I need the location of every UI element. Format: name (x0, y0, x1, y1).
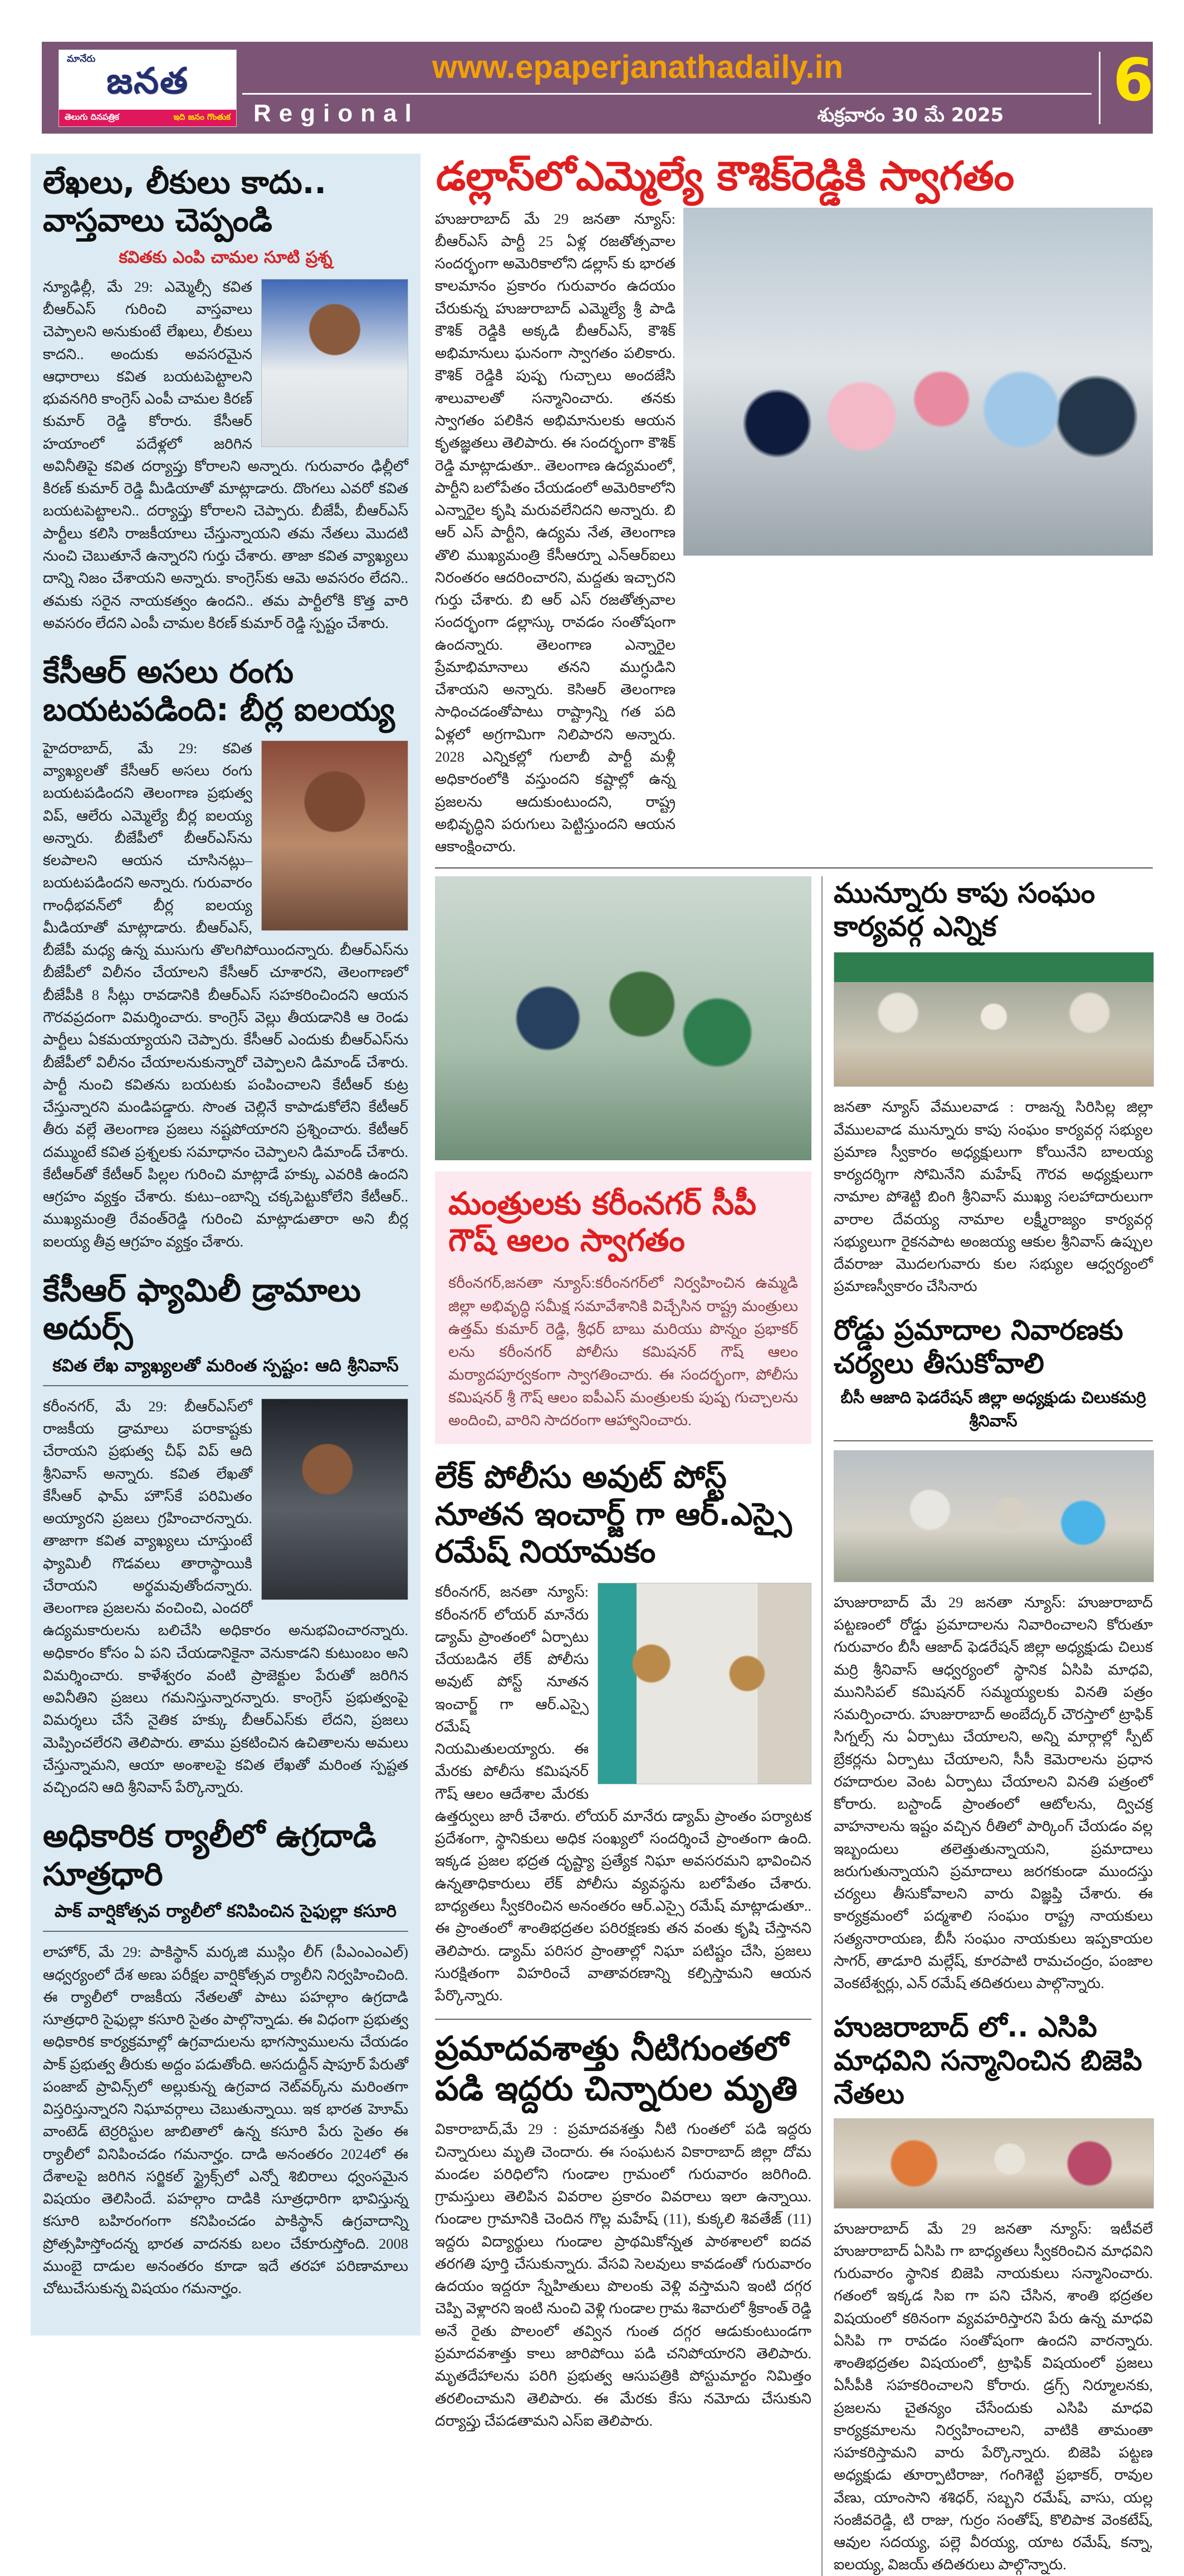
logo-small-text: మానేరు (67, 53, 96, 65)
article-children-drowned (435, 2029, 811, 2432)
article-headline: కేసీఆర్ ఫ్యామిలీ డ్రామాలు అదుర్స్ (43, 1272, 361, 1347)
article-kicker: బీసీ ఆజాది ఫెడరేషన్ జిల్లా అధ్యక్షుడు చిలుకమర్రి శ్రీనివాస్ (840, 1387, 1146, 1430)
right-column (821, 876, 1153, 2575)
issue-date: శుక్రవారం 30 మే 2025 (817, 104, 1004, 126)
page-content (31, 154, 1153, 2576)
section-label: Regional (253, 100, 419, 127)
article-headline: హుజరాబాద్ లో.. ఎసిపి మాధవిని సన్మానించిన బిజెపి నేతలు (834, 2010, 1142, 2110)
article-terror-rally (43, 1817, 408, 2299)
article-body: హుజురాబాద్ మే 29 జనతా న్యూస్: ఇటీవలే హుజురాబాద్ ఏసిపి గా బాధ్యతలు స్వీకరించిన మాధవిని గురువారం స్థానిక బిజెపి నాయకులు సన్మానించారు. గతంలో ఇక్కడ సిఐ గా పని చేసిన, శాంతి భద్రతల విషయంలో కఠినంగా వ్యవహరిస్తారని పేరు ఉన్న మాధవి ఏసిపి గా రావడం సంతోషంగా ఉందని వారన్నారు. శాంతిభద్రతల విషయంలో, ట్రాఫిక్ విషయంలో ప్రజలు ఏసీపీకి సహకరించాలని కోరారు. డ్రగ్స్ నిర్మూలనకు, ప్రజలను చైతన్యం చేసేందుకు ఎసిపి మాధవి కార్యక్రమాలను నిర్వహించాలని, వాటికి తామంతా సహకరిస్తామని వారు పేర్కొన్నారు. బిజెపి పట్టణ అధ్యక్షుడు తూర్పాటిరాజు, గంగిశెట్టి ప్రభాకర్, రావుల వేణు, యాంసాని శశిధర్, సబ్బని రమేష్, వాసు, యల్ల సంజీవరెడ్డి, టి రాజు, గుర్రం సంతోష్, కొలిపాక వెంకటేష్, ఆవుల సదయ్య, పల్లె వీరయ్య, యాట రమేష్, కన్నా, ఐలయ్య, విజయ్ తదితరులు పాల్గొన్నారు. (834, 2220, 1153, 2573)
article-kicker: కవిత లేఖ వ్యాఖ్యలతో మరింత స్పష్టం: ఆది శ్రీనివాస్ (52, 1355, 399, 1376)
article-headline: మంత్రులకు కరీంనగర్ సీపీ గౌష్ ఆలం స్వాగతం (448, 1186, 757, 1259)
article-body: వికారాబాద్,మే 29 : ప్రమాదవశత్తు నీటి గుంతలో పడి ఇద్దరు చిన్నారులు మృతి చెందారు. ఈ సంఘటన వికారాబాద్ జిల్లా దోమ మండల పరిధిలోని గుండాల గ్రామంలో గురువారం జరిగింది. గ్రామస్తులు తెలిపిన వివరాల ప్రకారం వివరాలు ఇలా ఉన్నాయి. గుండాల గ్రామానికి చెందిన గొల్ల మహేష్ (11), కుక్కలి శివతేజ్ (11) ఇద్దరు విద్యార్థులు గుండాల ప్రాథమికోన్నత పాఠశాలలో ఐదవ తరగతి పూర్తి చేసుకున్నారు. వేసవి సెలవులు కావడంతో గురువారం ఉదయం ఇద్దరూ స్నేహితులు పొలంకు వెళ్లి వస్తామని ఇంటి దగ్గర చెప్పి వెళ్లారని ఇంటి నుంచి వెళ్లి గుండాల గ్రామ శివారులో శ్రీకాంత్ రెడ్డి అనే రైతు పొలంలో తవ్విన గుంత దగ్గర ఆడుకుంటుండగా ప్రమాదవశాత్తు కాలు జారిపోయి పడి చనిపోయారని తెలిపారు. మృతదేహాలను పరిగి ప్రభుత్వ ఆసుపత్రికి పోస్టుమార్టం నిమిత్తం తరలించామని తెలిపారు. ఈ మేరకు కేసు నమోదు చేసుకుని దర్యాప్తు చేపడతామని ఎస్ఐ తెలిపారు. (435, 2121, 811, 2429)
article-lake-police (435, 1459, 811, 2007)
newspaper-logo (58, 50, 237, 127)
article-body: లాహోర్, మే 29: పాకిస్థాన్ మర్కజి ముస్లిం లీగ్ (పీఎంఎంఎల్) ఆధ్వర్యంలో దేశ అణు పరీక్షల వార్షికోత్సవ ర్యాలీని నిర్వహించింది. ఈ ర్యాలీలో రాజకీయ నేతలతో పాటు పహల్గాం ఉగ్రదాడి సూత్రధారి సైఫుల్లా కసూరి సైతం పాల్గొన్నాడు. ఈ విధంగా ప్రభుత్వ అధికారిక కార్యక్రమాల్లో ఉగ్రవాదులను భాగస్వాములను చేయడం పాక్ ప్రభుత్వ తీరుకు అద్దం పడుతోంది. అసదుద్దీన్ షాపూర్ పేరుతో పంజాబ్ ప్రావిన్స్‌లో అల్లుకున్న ఉగ్రవాద నెట్‌వర్క్‌ను మరింతగా విస్తరిస్తున్నారని నిఘావర్గాలు చెబుతున్నాయి. ఇక భారత హెూమ్ వాంటెడ్ టెర్రరిస్టుల జాబితాలో ఉన్న కసూరి పేరు సైతం ఈ ర్యాలీలో వినిపించడం గమనార్హం. దాడి అనంతరం 2024లో ఈ దేశాలపై జరిగిన సర్జికల్ స్ట్రైక్స్‌లో ఎన్నో శిబిరాలు ధ్వంసమైన విషయం తెలిసిందే. పహల్గాం దాడికి సూత్రధారిగా భావిస్తున్న కసూరి బహిరంగంగా కనిపించడం పాకిస్థాన్ ఉగ్రవాదాన్ని ప్రోత్సహిస్తోందన్న భారత వాదనకు బలం చేకూరుస్తోంది. 2008 ముంబై దాడుల అనంతరం కూడా ఇదే తరహా పరిణామాలు చోటుచేసుకున్న విషయం గమనార్హం. (43, 1944, 408, 2297)
section-divider (435, 867, 1153, 869)
logo-tagline-left: తెలుగు దినపత్రిక (65, 112, 119, 122)
article-divider (435, 2019, 811, 2020)
article-body: హుజురాబాద్ మే 29 జనతా న్యూస్: బీఆర్ఎస్ పార్టీ 25 ఏళ్ల రజతోత్సవాల సందర్భంగా అమెరికాలోని డల్లాస్ కు భారత కాలమానం ప్రకారం గురువారం ఉదయం చేరుకున్న హుజురాబాద్ ఎమ్మెల్యే శ్రీ పాడి కౌశిక్ రెడ్డికి అక్కడి బీఆర్ఎస్, కౌశిక్ అభిమానులు ఘనంగా స్వాగతం పలికారు. కౌశిక్ రెడ్డికి పుష్ప గుచ్చాలు అందజేసి శాలువాలతో సన్మానించారు. తనకు స్వాగతం పలికిన అభిమానులకు ఆయన కృతజ్ఞతలు తెలిపారు. ఈ సందర్భంగా కౌశిక్ రెడ్డి మాట్లాడుతూ.. తెలంగాణ ఉద్యమంలో, పార్టీని బలోపేతం చేయడంలో అమెరికాలోని ఎన్నారైల కృషి మరువలేనిదని అన్నారు. బి ఆర్ ఎస్ పార్టీని, ఉద్యమ నేత, తెలంగాణ తొలి ముఖ్యమంత్రి కేసీఆర్నూ ఎన్ఆర్ఐలు నిరంతరం ఆదరించారని, మద్దతు ఇచ్చారని గుర్తు చేశారు. బి ఆర్ ఎస్ రజతోత్సవాల సందర్భంగా డల్లాస్కు రావడం సంతోషంగా ఉందన్నారు. తెలంగాణ ఎన్నారైల ప్రేమాభిమానాలు తనని ముగ్ధుడిని చేశాయని అన్నారు. కెసిఆర్ తెలంగాణ సాధించడంతోపాటు రాష్ట్రాన్ని గత పది ఏళ్లలో అగ్రగామిగా నిలిపారని అన్నారు. 2028 ఎన్నికల్లో గులాబీ పార్టీ మళ్లీ అధికారంలోకి వస్తుందని కష్టాల్లో ఉన్న ప్రజలను ఆదుకుంటుందని, రాష్ట్ర అభివృద్ధిని పరుగులు పెట్టిస్తుందని ఆయన ఆకాంక్షించారు. (435, 210, 676, 855)
photo-adi-srinivas (261, 1399, 408, 1600)
page-number: 6 (1113, 46, 1154, 114)
article-kcr-true-colors (43, 653, 408, 1253)
article-headline: లేఖలు, లీకులు కాదు.. వాస్తవాలు చెప్పండి (43, 164, 327, 239)
article-headline: రోడ్డు ప్రమాదాల నివారణకు చర్యలు తీసుకోవాలి (834, 1313, 1123, 1380)
lead-headline: డల్లాస్‌లోఎమ్మెల్యే కౌశిక్‌రెడ్డికి స్వాగతం (436, 153, 1015, 199)
article-body: జనతా న్యూస్ వేములవాడ : రాజన్న సిరిసిల్ల జిల్లా వేములవాడ మున్నూరు కాపు సంఘం కార్యవర్గ సభ్యుల ప్రమాణ స్వీకారం అధ్యక్షులుగా కోయినేని బాలయ్య కార్యదర్శిగా సోమినేని మహేష్ గౌరవ అధ్యక్షులుగా నామాల పోశెట్టి బింగి శ్రీనివాస్ ముఖ్య సలహాదారులుగా వారాల దేవయ్య నామాల లక్ష్మీరాజ్యం కార్యవర్గ సభ్యులుగా రైకనపాట అంజయ్య ఆకుల శ్రీనివాస్ ఉప్పుల దేవరాజు మొదలగువారు కుల సభ్యుల ఆధ్వర్యంలో ప్రమాణస్వీకారం చేసినారు (834, 1098, 1153, 1295)
photo-beerla-ailaiah (261, 740, 408, 931)
article-headline: అధికారిక ర్యాలీలో ఉగ్రదాడి సూత్రధారి (43, 1818, 376, 1893)
article-headline: ప్రమాదవశాత్తు నీటిగుంతలో పడి ఇద్దరు చిన్నారుల మృతి (435, 2029, 798, 2109)
article-munnuru-kapu (834, 876, 1153, 1297)
page-number-separator (1099, 52, 1100, 124)
article-kcr-family-drama (43, 1272, 408, 1799)
article-body: న్యూఢిల్లీ, మే 29: ఎమ్మెల్సీ కవిత బీఆర్ఎస్ గురించి వాస్తవాలు చెప్పాలని అనుకుంటే లేఖలు, లీకులు కాదని.. అందుకు అవసరమైన ఆధారాలు కవిత బయటపెట్టాలని భువనగిరి కాంగ్రెస్ ఎంపీ చామల కిరణ్ కుమార్ రెడ్డి కోరారు. కేసీఆర్ హయాంలో పదేళ్లలో జరిగిన అవినీతిపై కవిత దర్యాప్తు కోరాలని అన్నారు. గురువారం ఢిల్లీలో కిరణ్ కుమార్ రెడ్డి మీడియాతో మాట్లాడారు. దొంగలు ఎవరో కవిత బయటపెట్టాలని.. దర్యాప్తు కోరాలని చెప్పారు. బీజేపీ, బీఆర్ఎస్ పార్టీలు కలిసి రాజకీయాలు చేస్తున్నాయని తమ నేతలు మొదటి నుంచి చెబుతూనే ఉన్నారని గుర్తు చేశారు. తాజా కవిత వ్యాఖ్యలు దాన్ని నిజం చేశాయని అన్నారు. కాంగ్రెస్‌కు ఆమె అవసరం లేదని.. తమకు సరైన నాయకత్వం ఉందని.. తమ పార్టీలోకి కొత్త వారి అవసరం లేదని ఎంపీ చామల కిరణ్ కుమార్ రెడ్డి స్పష్టం చేశారు. (43, 278, 408, 631)
article-letters-leaks (43, 164, 408, 634)
article-body: కరీంనగర్, జనతా న్యూస్: కరీంనగర్ లోయర్ మానేరు డ్యామ్ ప్రాంతంలో ఏర్పాటు చేయబడిన లేక్ పోలీసు అవుట్ పోస్ట్ నూతన ఇంచార్జ్ గా ఆర్.ఎస్సై రమేష్ నియమితులయ్యారు. ఈ మేరకు పోలీసు కమిషనర్ గౌష్ ఆలం ఆదేశాల మేరకు ఉత్తర్వులు జారీ చేశారు. లోయర్ మానేరు డ్యామ్ ప్రాంతం పర్యాటక ప్రదేశంగా, స్థానికులు అధిక సంఖ్యలో సందర్శించే ప్రాంతంగా ఉంది. ఇక్కడ ప్రజల భద్రత దృష్ట్యా ప్రత్యేక నిఘా అవసరమని భావించిన ఉన్నతాధికారులు లేక్ పోలీసు వ్యవస్థను బలోపేతం చేశారు. బాధ్యతలు స్వీకరించిన అనంతరం ఆర్.ఎస్సై రమేష్ మాట్లాడుతూ.. ఈ ప్రాంతంలో శాంతిభద్రతల పరిరక్షణకు తన వంతు కృషి చేస్తానని తెలిపారు. డ్యామ్ పరిసర ప్రాంతాల్లో నిఘా పటిష్టం చేసి, ప్రజలు సురక్షితంగా విహరించే వాతావరణాన్ని కల్పిస్తామని ఆయన పేర్కొన్నారు. (435, 1583, 811, 2004)
article-road-accidents (834, 1313, 1153, 1995)
article-dallas-welcome (435, 154, 1153, 857)
photo-munnuru-kapu-group (834, 952, 1154, 1087)
logo-tagline-strip (59, 110, 236, 126)
photo-bjp-leaders-acp (834, 2118, 1154, 2209)
article-cp-goush-welcome (435, 1171, 811, 1444)
kicker-rule (43, 1385, 408, 1386)
logo-tagline-right: ఇది జనం గొంతుక (173, 112, 231, 122)
photo-petition-handover (834, 1450, 1154, 1582)
article-body: కరీంనగర్,జనతా న్యూస్:కరీంనగర్‌లో నిర్వహించిన ఉమ్మడి జిల్లా అభివృద్ధి సమీక్ష సమావేశానికి విచ్చేసిన రాష్ట్ర మంత్రులు ఉత్తమ్ కుమార్ రెడ్డి, శ్రీధర్ బాబు మరియు పొన్నం ప్రభాకర్ లను కరీంనగర్ పోలీసు కమిషనర్ గౌష్ ఆలం మర్యాదపూర్వకంగా స్వాగతించారు. ఈ సందర్భంగా, పోలీసు కమిషనర్ శ్రీ గౌష్ ఆలం ఐపీఎస్ మంత్రులకు పుష్ప గుచ్చాలను అందించి, వారిని సాదరంగా ఆహ్వానించారు. (448, 1274, 798, 1429)
article-headline: మున్నూరు కాపు సంఘం కార్యవర్గ ఎన్నిక (834, 877, 1095, 943)
photo-cp-goush-welcome (435, 876, 811, 1160)
photo-mp-chamala (261, 279, 408, 447)
kicker-rule (834, 1440, 1153, 1441)
kicker-rule (43, 1931, 408, 1932)
article-body: హైదరాబాద్, మే 29: కవిత వ్యాఖ్యలతో కేసీఆర్ అసలు రంగు బయటపడిందని తెలంగాణ ప్రభుత్వ విప్, ఆలేరు ఎమ్మెల్యే బీర్ల ఐలయ్య అన్నారు. బీజేపీలో బీఆర్ఎస్‌ను కలపాలని ఆయన చూసినట్లు– బయటపడిందని అన్నారు. గురువారం గాంధీభవన్‌లో బీర్ల ఐలయ్య మీడియాతో మాట్లాడారు. బీఆర్ఎస్, బీజేపీ మధ్య ఉన్న ముసుగు తొలగిపోయిందన్నారు. బీఆర్ఎస్‌ను బీజేపీలో విలీనం చేయాలని కేసీఆర్ చూశారని, తెలంగాణలో బీజేపీకి 8 సీట్లు రావడానికి బీఆర్ఎస్ సహకరించిందని ఆయన గౌరవప్రదంగా విమర్శించారు. కాంగ్రెస్ వెల్లు తీయడానికి ఆ రెండు పార్టీలు ఏకమయ్యాయని చెప్పారు. కేసీఆర్ ఎందుకు బీఆర్ఎస్‌ను బీజేపీలో విలీనం చేయాలనుకున్నారో చెప్పాలని డిమాండ్ చేశారు. పార్టీ నుంచి కవితను బయటకు పంపించాలని కేటీఆర్ కుట్ర చేస్తున్నారని మండిపడ్డారు. సొంత చెల్లినే కాపాడుకోలేని కేటీఆర్ తీరు వల్లే తెలంగాణ ప్రజలు నష్టపోయారని ప్రశ్నించారు. కేటీఆర్ దమ్ముంటే కవిత ప్రశ్నలకు సమాధానం చెప్పాలని డిమాండ్ చేశారు. కేటీఆర్‌తో కేటీఆర్ పిల్లల గురించి మాట్లాడే హక్కు ఎవరికి ఉందని ఆగ్రహం వ్యక్తం చేశారు. కుటు–ంబాన్ని చక్కపెట్టుకోలేని కేటీఆర్.. ముఖ్యమంత్రి రేవంత్‌రెడ్డి గురించి మాట్లాడుతారా అని బీర్ల ఐలయ్య తీవ్ర ఆగ్రహం వ్యక్తం చేశారు. (43, 739, 408, 1250)
article-kicker: కవితకు ఎంపి చామల సూటి ప్రశ్న (119, 247, 332, 267)
masthead-banner (42, 42, 1153, 134)
photo-rsi-ramesh (598, 1583, 811, 1784)
epaper-website-link[interactable]: www.epaperjanathadaily.in (432, 49, 844, 85)
article-body: హుజురాబాద్ మే 29 జనతా న్యూస్: హుజురాబాద్ పట్టణంలో రోడ్డు ప్రమాదాలను నివారించాలని కోరుతూ గురువారం బీసీ ఆజాద్ ఫెడరేషన్ జిల్లా అధ్యక్షుడు చిలుక మర్రి శ్రీనివాస్ ఆధ్వర్యంలో స్థానిక ఏసిపి మాధవి, మునిసిపల్ కమిషనర్ సమ్మయ్యలకు వినతి పత్రం సమర్పించారు. హుజురాబాద్ అంబేద్కర్ చౌరస్తాలో ట్రాఫిక్ సిగ్నల్స్ ను ఏర్పాటు చేయాలని, అన్ని మార్గాల్లో స్పీట్ బ్రేకర్లను ఏర్పాటు చేయాలని, సీసీ కెమెరాలను ప్రధాన రహదారుల వెంట ఏర్పాటు చేయాలని వినతి పత్రంలో కోరారు. బస్టాండ్ ప్రాంతంలో ఆటోలను, ద్విచక్ర వాహనాలను ఇష్టం వచ్చిన రీతిలో పార్కింగ్ చేయడం వల్ల ఇబ్బందులు తలెత్తుతున్నాయని, ప్రమాదాలు జరుగుతున్నాయని ప్రమాదాలు జరగకుండా ముందస్తు చర్యలు తీసుకోవాలని వారు విజ్ఞప్తి చేశారు. ఈ కార్యక్రమంలో పద్మశాలి సంఘం రాష్ట్ర నాయకులు సత్యనారాయణ, బీసీ సంఘం నాయకులు ఇప్పకాయల సాగర్, తాడూరి మల్లేష్, కూరపాటి రామచంద్రం, పంజాల వెంకటేశ్వర్లు, ఎన్ రమేష్ తదితరులు పాల్గొన్నారు. (834, 1593, 1153, 1992)
middle-column (435, 876, 821, 2575)
article-bjp-felicitation (834, 2010, 1153, 2576)
article-body: కరీంనగర్, మే 29: బీఆర్ఎస్‌లో రాజకీయ డ్రామాలు పరాకాష్టకు చేరాయని ప్రభుత్వ చీఫ్ విప్ ఆది శ్రీనివాస్ అన్నారు. కవిత లేఖతో కేసీఆర్ ఫామ్ హౌస్‌కే పరిమితం అయ్యారని ప్రజలు గ్రహించారన్నారు. తాజాగా కవిత వ్యాఖ్యలు చూస్తుంటే ఫ్యామిలీ గొడవలు తారాస్థాయికి చేరాయని అర్థమవుతోందన్నారు. తెలంగాణ ప్రజలను వంచించి, ఎందరో ఉద్యమకారులను బలిచేసి అధికారం అనుభవించారన్నారు. అధికారం కోసం ఏ పని చేయడానికైనా వెనుకాడని కుటుంబం అని విమర్శించారు. కాళేశ్వరం వంటి ప్రాజెక్టుల పేరుతో జరిగిన అవినీతిని ప్రజలు గమనిస్తున్నారన్నారు. కాంగ్రెస్ ప్రభుత్వంపై విమర్శలు చేసే నైతిక హక్కు బీఆర్ఎస్‌కు లేదని, ప్రజలు మెప్పించలేరని తెలిపారు. తాము ప్రకటించిన ఉచితాలను అమలు చేస్తున్నామని, ఆయా అంశాలపై కవిత లేఖతో మరింత స్పష్టత వచ్చిందని ఆది శ్రీనివాస్ పేర్కొన్నారు. (43, 1397, 408, 1796)
article-kicker: పాక్ వార్షికోత్సవ ర్యాలీలో కనిపించిన సైఫుల్లా కసూరి (54, 1901, 397, 1922)
logo-title: జనత (106, 61, 189, 102)
banner-divider-line (242, 93, 1092, 95)
left-column (31, 154, 420, 2335)
article-headline: కేసీఆర్ అసలు రంగు బయటపడింది: బీర్ల ఐలయ్య (43, 654, 395, 729)
photo-dallas-welcome-crowd (683, 208, 1153, 556)
article-headline: లేక్ పోలీసు అవుట్ పోస్ట్ నూతన ఇంచార్జ్ గా ఆర్.ఎస్సై రమేష్ నియామకం (435, 1459, 792, 1571)
main-area (435, 154, 1153, 2576)
